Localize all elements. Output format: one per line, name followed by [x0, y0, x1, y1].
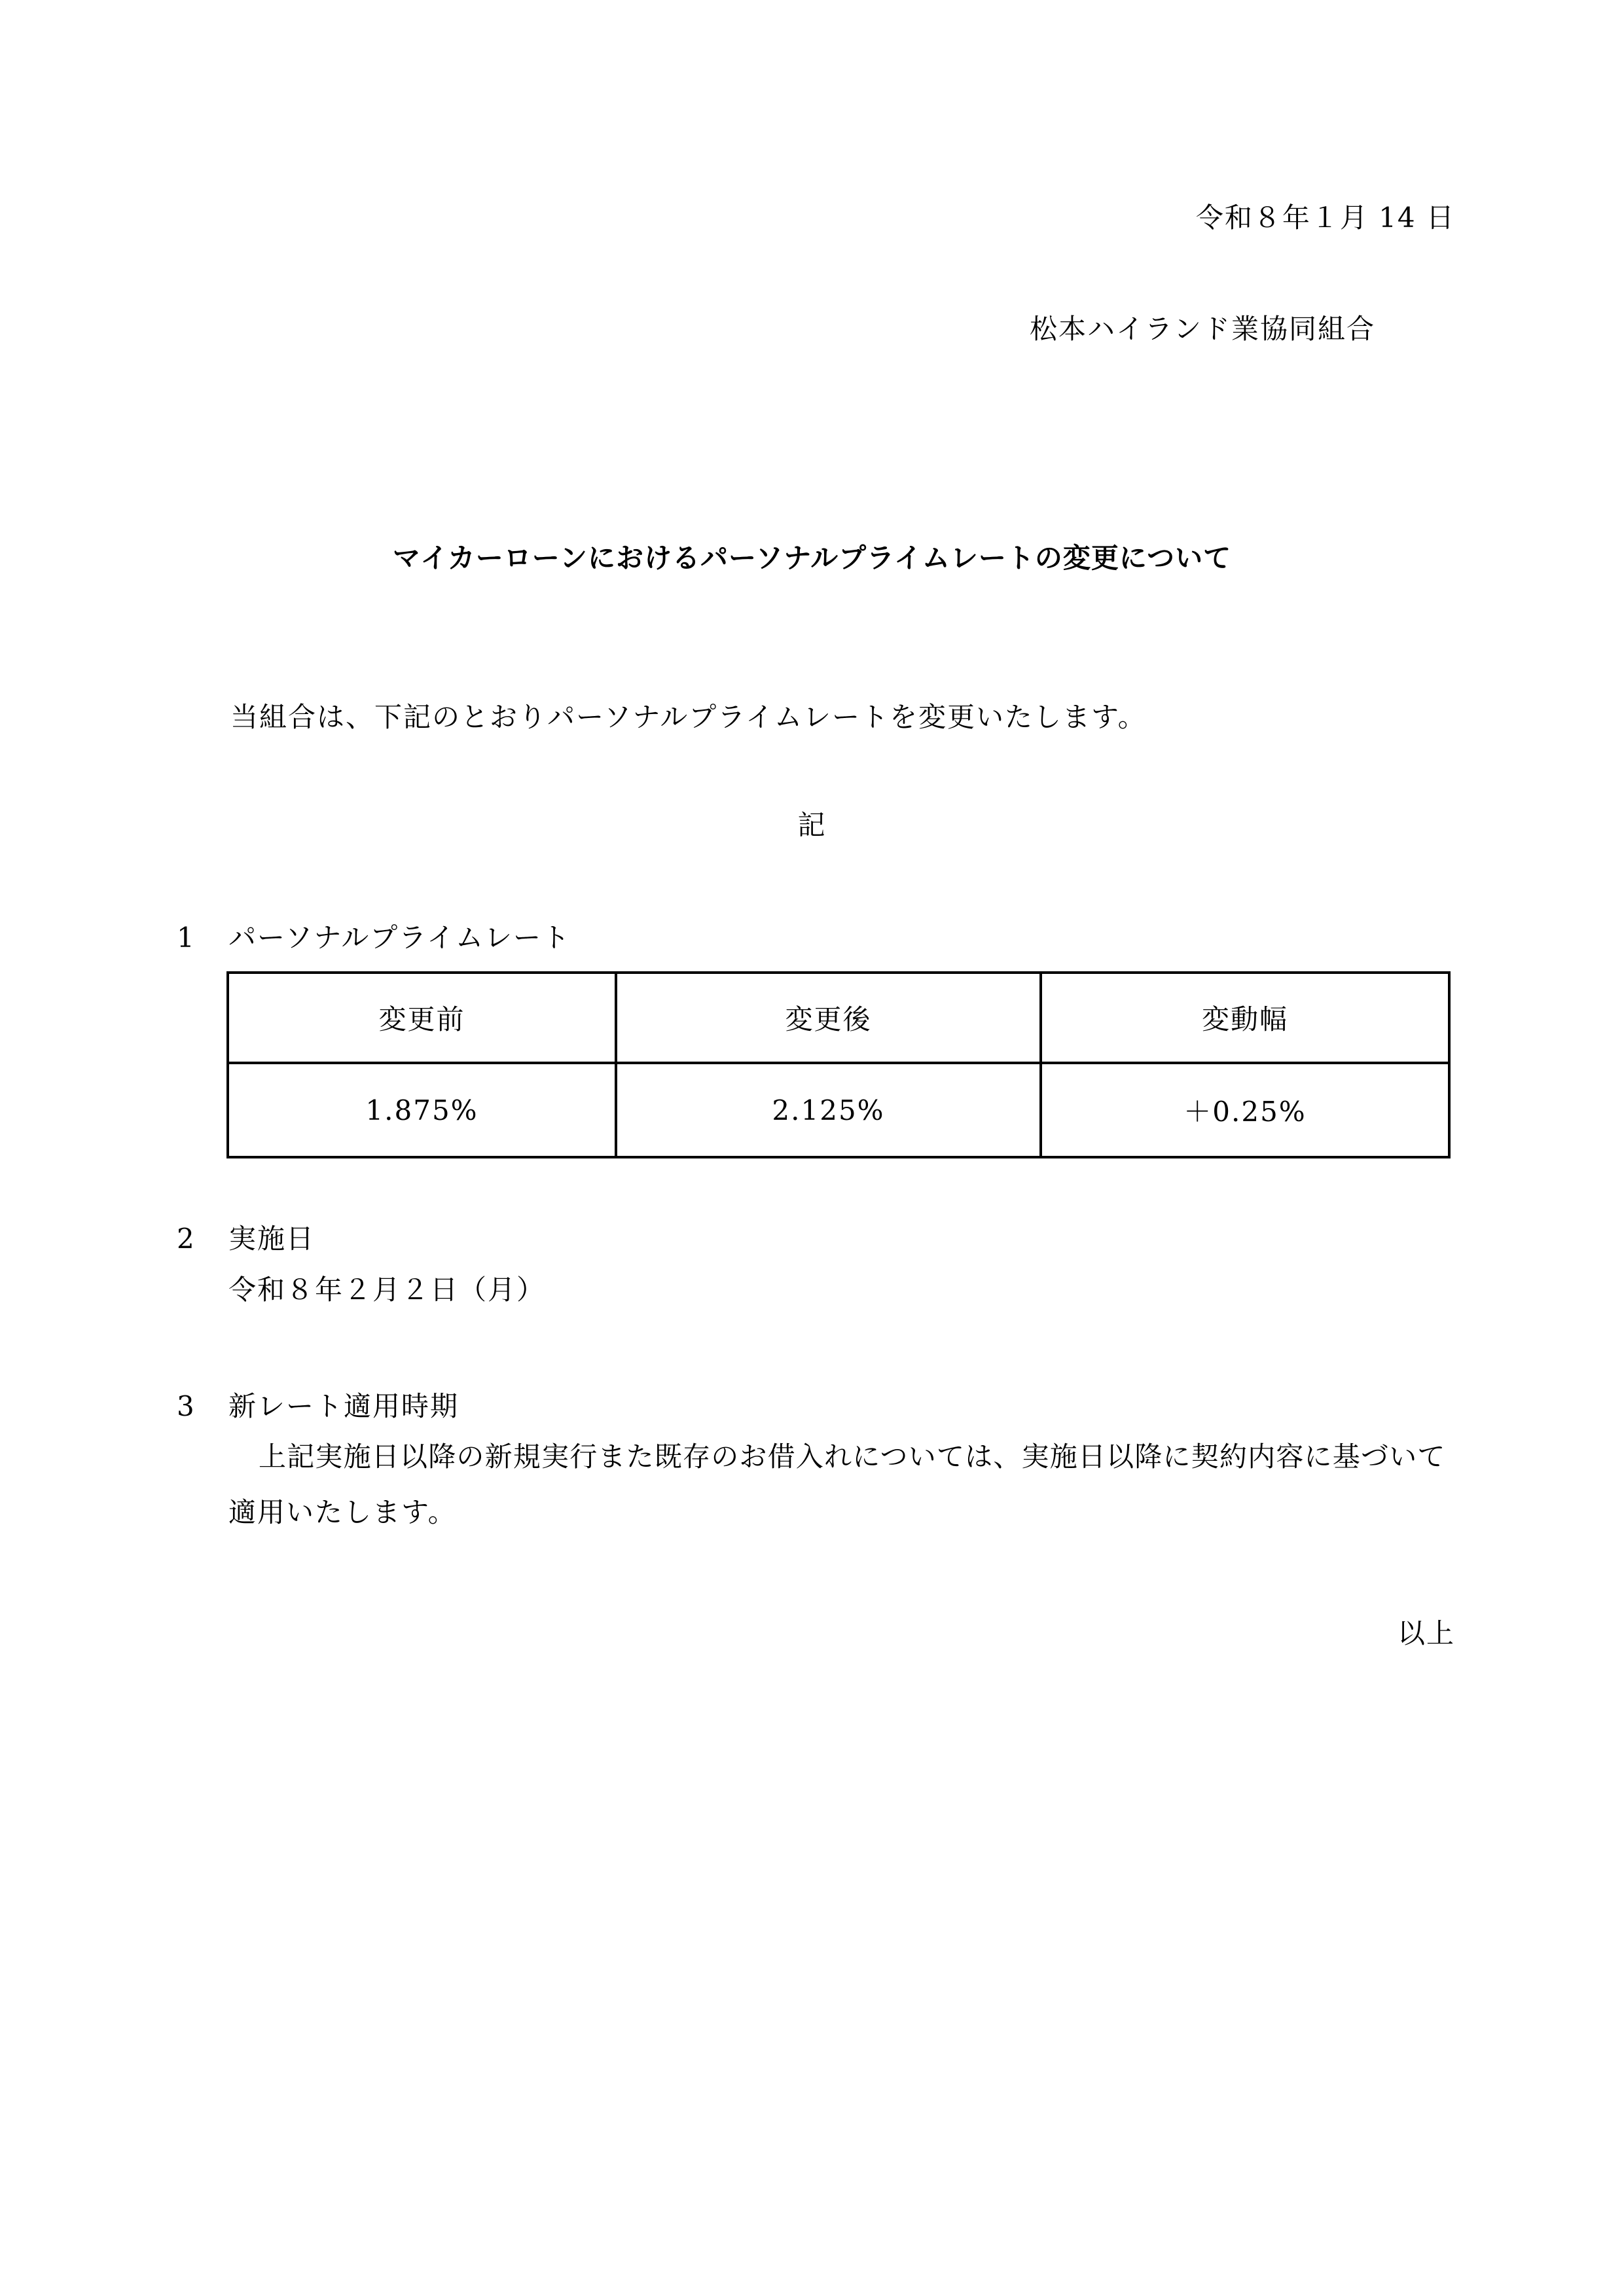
section-2-number: 2 [177, 1223, 196, 1255]
intro-paragraph: 当組合は、下記のとおりパーソナルプライムレートを変更いたします。 [230, 701, 1147, 733]
section-3-body-line-1: 上記実施日以降の新規実行また既存のお借入れについては、実施日以降に契約内容に基づいて [259, 1441, 1446, 1473]
header-after: 変更後 [616, 973, 1041, 1063]
table-header-row [228, 973, 1449, 1063]
value-after: 2.125% [616, 1063, 1041, 1157]
effective-date: 令和８年２月２日（月） [228, 1274, 546, 1306]
header-change: 変動幅 [1041, 973, 1449, 1063]
ki-heading: 記 [797, 809, 827, 841]
section-1-heading: パーソナルプライムレート [228, 922, 571, 954]
header-before: 変更前 [228, 973, 616, 1063]
closing-remark: 以上 [1397, 1617, 1455, 1649]
section-1-number: 1 [177, 922, 196, 954]
document-title: マイカーローンにおけるパーソナルプライムレートの変更について [392, 542, 1232, 574]
section-2-heading: 実施日 [228, 1223, 316, 1255]
issuer-name: 松本ハイランド業協同組合 [1030, 313, 1376, 345]
section-3-body-line-2: 適用いたします。 [228, 1496, 457, 1528]
value-change: ＋0.25% [1041, 1063, 1449, 1157]
table-row [228, 1063, 1449, 1157]
section-3-number: 3 [177, 1390, 196, 1422]
value-before: 1.875% [228, 1063, 616, 1157]
section-3-heading: 新レート適用時期 [228, 1390, 460, 1422]
rate-table [226, 971, 1451, 1158]
issue-date: 令和８年１月 14 日 [1195, 202, 1455, 234]
